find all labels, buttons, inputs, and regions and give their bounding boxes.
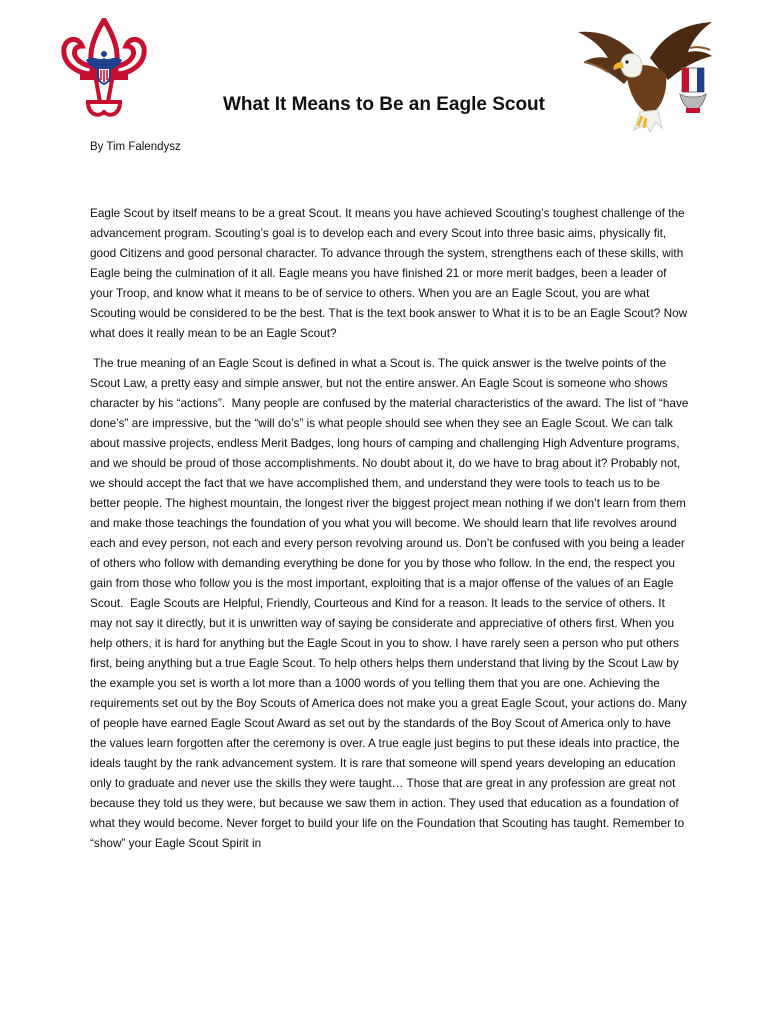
page-title: What It Means to Be an Eagle Scout (223, 94, 545, 115)
paragraph-2: The true meaning of an Eagle Scout is defined in what a Scout is. The quick answer is the twelve points of the Scout Law, a pretty easy and simple answer, but not the entire answer. An Eagle Scout is someone who shows character by his “actions”. Many people are confused by the material characteristics of the award. The list of “have done’s” are impressive, but the “will do’s” is what people should see when they see an Eagle Scout. We can talk about massive projects, endless Merit Badges, long hours of camping and challenging High Adventure programs, and we should be proud of those accomplishments. No doubt about it, do we have to brag about it? Probably not, we should accept the fact that we have accomplished them, and understand they were tools to teach us to be better people. The highest mountain, the longest river the biggest project mean nothing if we don’t learn from them and make those teachings the foundation of you what you will become. We should learn that life revolves around each and evey person, not each and every person revolving around us. Don’t be confused with you being a leader of others who follow with demanding everything be done for you by those who follow. In the end, the respect you gain from those who follow you is the most important, exploiting that is a major offense of the values of an Eagle Scout. Eagle Scouts are Helpful, Friendly, Courteous and Kind for a reason. It leads to the service of others. It may not say it directly, but it is unwritten way of saying be considerate and appreciative of others first. When you help others, it is hard for anything but the Eagle Scout in you to show. I have rarely seen a person who put others first, being anything but a true Eagle Scout. To help others helps them understand that living by the Scout Law by the example you set is worth a lot more than a 1000 words of you telling them that you are one. Achieving the requirements set out by the Boy Scouts of America does not make you a great Eagle Scout, your actions do. Many of people have earned Eagle Scout Award as set out by the standards of the Boy Scout of America only to have the values learn forgotten after the ceremony is over. A true eagle just begins to put these ideals into practice, the ideals taught by the rank advancement system. It is rare that someone will spend years developing an education only to graduate and never use the skills they were taught… Those that are great in any profession are great not because they told us they were, but because we saw them in action. They used that education as a foundation of what they would become. Never forget to build your life on the Foundation that Scouting has taught. Remember to “show” your Eagle Scout Spirit in (90, 356, 692, 850)
document-body (90, 203, 690, 863)
eagle-with-medal-icon (572, 18, 718, 136)
author-byline: By Tim Falendysz (90, 141, 181, 153)
paragraph-1: Eagle Scout by itself means to be a great Scout. It means you have achieved Scouting’s toughest challenge of the advancement program. Scouting’s goal is to develop each and every Scout into three basic aims, physically fit, good Citizens and good personal character. To advance through the system, strengthens each of these skills, with Eagle being the culmination of it all. Eagle means you have finished 21 or more merit badges, been a leader of your Troop, and know what it means to be of service to others. When you are an Eagle Scout, you are what Scouting would be considered to be the best. That is the text book answer to What it is to be an Eagle Scout? Now what does it really mean to be an Eagle Scout? (90, 206, 688, 340)
